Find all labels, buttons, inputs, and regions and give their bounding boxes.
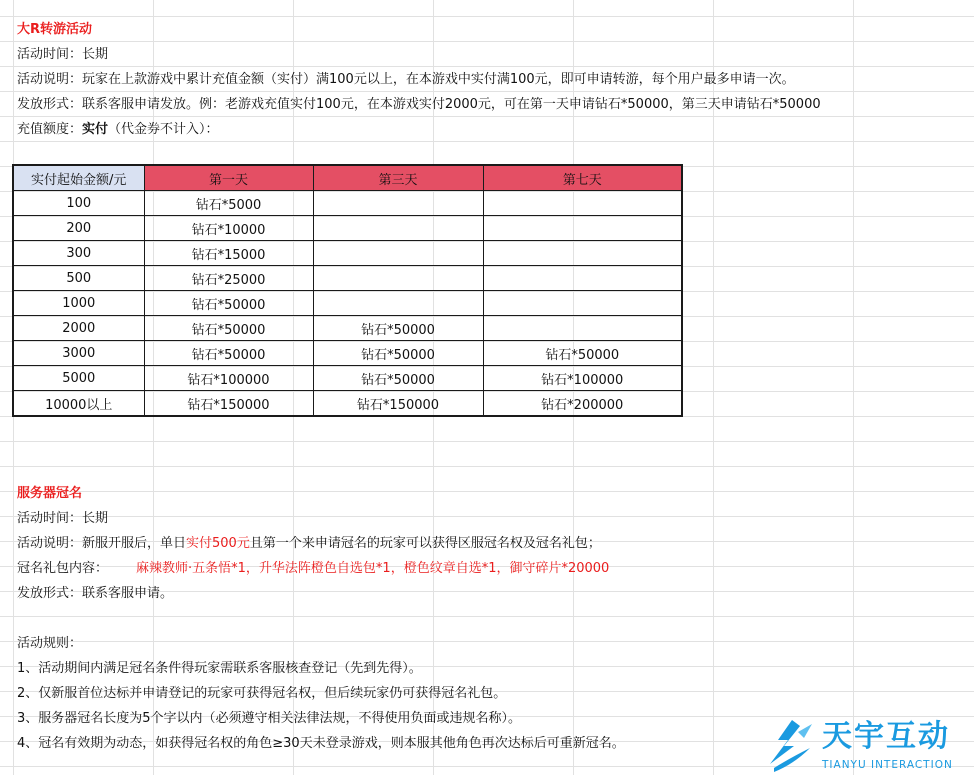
table-row — [13, 316, 682, 341]
section1-time: 活动时间：长期 — [17, 47, 109, 62]
section2-title: 服务器冠名 — [17, 486, 83, 501]
cell-amount: 300 — [13, 241, 144, 266]
cell-day1: 钻石*15000 — [144, 241, 313, 266]
cell-day3 — [313, 191, 483, 216]
desc-highlight: 实付500元 — [186, 536, 250, 551]
cell-day1: 钻石*5000 — [144, 191, 313, 216]
cell-day3 — [313, 266, 483, 291]
rules-title: 活动规则： — [17, 636, 83, 651]
cell-day7 — [483, 241, 682, 266]
section2-desc — [17, 531, 601, 556]
desc-pre: 活动说明：新服开服后，单日 — [17, 536, 187, 551]
cell-day1: 钻石*100000 — [144, 366, 313, 391]
logo-en-text: TIANYU INTERACTION — [822, 759, 953, 771]
rule-item: 1、活动期间内满足冠名条件得玩家需联系客服核查登记（先到先得）。 — [17, 661, 422, 676]
header-amount: 实付起始金额/元 — [13, 165, 144, 191]
cell-day7 — [483, 216, 682, 241]
cell-day3: 钻石*150000 — [313, 391, 483, 417]
cell-amount: 5000 — [13, 366, 144, 391]
cell-amount: 1000 — [13, 291, 144, 316]
cell-day7 — [483, 266, 682, 291]
quota-label: 充值额度： — [17, 122, 83, 137]
header-day3: 第三天 — [313, 165, 483, 191]
cell-day1: 钻石*10000 — [144, 216, 313, 241]
table-row — [13, 191, 682, 216]
table-row — [13, 216, 682, 241]
section2-gift — [17, 556, 609, 581]
quota-note: （代金券不计入）： — [108, 122, 219, 137]
cell-amount: 10000以上 — [13, 391, 144, 417]
table-row — [13, 341, 682, 366]
cell-day3 — [313, 241, 483, 266]
gift-label: 冠名礼包内容： — [17, 561, 109, 576]
section2-time: 活动时间：长期 — [17, 511, 109, 526]
rebate-table — [12, 164, 683, 417]
header-day7: 第七天 — [483, 165, 682, 191]
cell-amount: 100 — [13, 191, 144, 216]
cell-amount: 200 — [13, 216, 144, 241]
tianyu-logo — [764, 718, 969, 774]
cell-amount: 500 — [13, 266, 144, 291]
logo-cn-text: 天宇互动 — [822, 719, 950, 754]
cell-day1: 钻石*50000 — [144, 341, 313, 366]
cell-day3 — [313, 216, 483, 241]
rule-item: 4、冠名有效期为动态，如获得冠名权的角色≥30天未登录游戏，则本服其他角色再次达标后可重新冠名。 — [17, 736, 625, 751]
section1-desc: 活动说明：玩家在上款游戏中累计充值金额（实付）满100元以上，在本游戏中实付满100元，即可申请转游，每个用户最多申请一次。 — [17, 72, 795, 87]
section2-issue: 发放形式：联系客服申请。 — [17, 586, 174, 601]
cell-day3: 钻石*50000 — [313, 341, 483, 366]
section1-title: 大R转游活动 — [17, 22, 93, 37]
cell-day7: 钻石*200000 — [483, 391, 682, 417]
cell-day3 — [313, 291, 483, 316]
cell-day1: 钻石*150000 — [144, 391, 313, 417]
table-row — [13, 266, 682, 291]
cell-day1: 钻石*25000 — [144, 266, 313, 291]
cell-amount: 3000 — [13, 341, 144, 366]
cell-amount: 2000 — [13, 316, 144, 341]
desc-post: 且第一个来申请冠名的玩家可以获得区服冠名权及冠名礼包； — [249, 536, 601, 551]
quota-bold: 实付 — [82, 122, 109, 137]
header-day1: 第一天 — [144, 165, 313, 191]
table-row — [13, 366, 682, 391]
cell-day3: 钻石*50000 — [313, 366, 483, 391]
cell-day7 — [483, 191, 682, 216]
cell-day7 — [483, 291, 682, 316]
section1-issue: 发放形式：联系客服申请发放。例：老游戏充值实付100元，在本游戏实付2000元，可在第一天申请钻石*50000，第三天申请钻石*50000 — [17, 97, 821, 112]
cell-day3: 钻石*50000 — [313, 316, 483, 341]
cell-day1: 钻石*50000 — [144, 316, 313, 341]
tianyu-logo-icon — [764, 718, 816, 774]
gift-content: 麻辣教师·五条悟*1，升华法阵橙色自选包*1，橙色纹章自选*1，御守碎片*20000 — [136, 561, 610, 576]
section1-quota — [17, 117, 219, 142]
table-row — [13, 291, 682, 316]
cell-day7 — [483, 316, 682, 341]
rule-item: 2、仅新服首位达标并申请登记的玩家可获得冠名权，但后续玩家仍可获得冠名礼包。 — [17, 686, 507, 701]
table-row — [13, 391, 682, 417]
table-header-row — [13, 165, 682, 191]
cell-day7: 钻石*50000 — [483, 341, 682, 366]
table-row — [13, 241, 682, 266]
cell-day1: 钻石*50000 — [144, 291, 313, 316]
rule-item: 3、服务器冠名长度为5个字以内（必须遵守相关法律法规，不得使用负面或违规名称）。 — [17, 711, 522, 726]
cell-day7: 钻石*100000 — [483, 366, 682, 391]
